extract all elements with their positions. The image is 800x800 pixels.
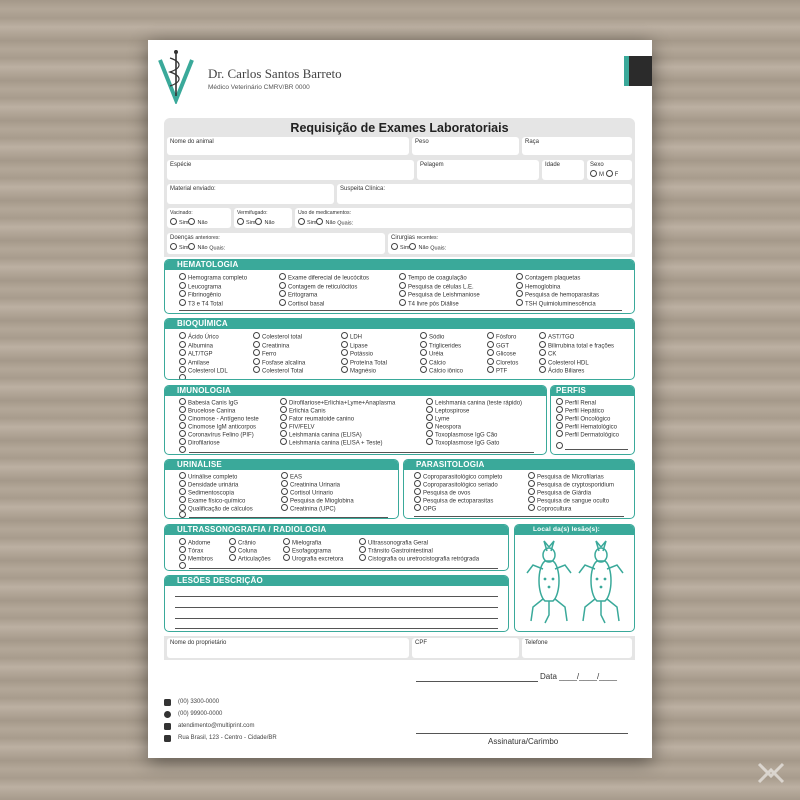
email-icon [164, 723, 171, 730]
biochemistry-option[interactable]: Cálcio iônico [420, 366, 463, 376]
biochemistry-option[interactable]: Ácido Biliares [539, 366, 584, 376]
biochemistry-option[interactable]: Sódio [420, 332, 444, 342]
vaccinated-no-radio[interactable]: Não [188, 220, 207, 226]
hematology-option[interactable]: Eritograma [279, 290, 317, 300]
urinalysis-option[interactable]: Creatinina (UPC) [281, 504, 336, 514]
urinalysis-option[interactable]: Densidade urinária [179, 480, 238, 490]
doctor-name: Dr. Carlos Santos Barreto [208, 66, 342, 81]
profiles-title: PERFIS [551, 386, 634, 396]
biochemistry-option[interactable]: Colesterol total [253, 332, 302, 342]
urinalysis-section [164, 459, 399, 519]
date-line [416, 681, 538, 682]
surgeries-no-radio[interactable]: Não [409, 245, 428, 251]
coat-field[interactable]: Pelagem [417, 160, 539, 180]
corner-tab [624, 56, 652, 86]
biochemistry-option[interactable]: Triglicerides [420, 341, 461, 351]
signature-label[interactable]: Assinatura/Carimbo [488, 737, 559, 746]
species-field[interactable]: Espécie [167, 160, 414, 180]
parasitology-option[interactable]: Pesquisa de cryptosporidium [528, 480, 614, 490]
urinalysis-option[interactable]: Urinálise completo [179, 472, 237, 482]
imaging-option[interactable]: Abdome [179, 538, 210, 548]
biochemistry-option[interactable]: AST/TGO [539, 332, 574, 342]
imaging-option[interactable]: Trânsito Gastrointestinal [359, 546, 433, 556]
urinalysis-option[interactable]: EAS [281, 472, 302, 482]
imaging-option[interactable]: Urografia excretora [283, 554, 343, 564]
footer-phone-1: (00) 3300-0000 [178, 699, 220, 705]
hematology-option[interactable]: Exame diferecial de leucócitos [279, 273, 369, 283]
biochemistry-option[interactable]: Amilase [179, 358, 209, 368]
biochemistry-option[interactable]: Creatinina [253, 341, 289, 351]
imaging-option[interactable]: Membros [179, 554, 213, 564]
immunology-option[interactable]: Cinomose - Antígeno teste [179, 414, 259, 424]
biochemistry-option[interactable]: Uréia [420, 349, 443, 359]
lesions-title: LESÕES DESCRIÇÃO [165, 576, 508, 586]
urinalysis-option[interactable]: Exame físico-químico [179, 496, 245, 506]
immunology-title: IMUNOLOGIA [165, 386, 546, 396]
biochemistry-option[interactable]: Proteína Total [341, 358, 387, 368]
imaging-option[interactable]: Ultrassonografia Geral [359, 538, 428, 548]
lesion-location-title: Local da(s) lesão(s): [515, 525, 634, 535]
hematology-option[interactable]: T4 livre pós Diálise [399, 299, 459, 309]
parasitology-option[interactable]: Pesquisa de Microfilarias [528, 472, 604, 482]
immunology-section [164, 385, 547, 455]
immunology-option[interactable]: Toxoplasmose IgG Gato [426, 438, 499, 448]
biochemistry-option[interactable]: Colesterol HDL [539, 358, 589, 368]
biochemistry-option[interactable]: Fósforo [487, 332, 516, 342]
footer-email: atendimento@multiprint.com [178, 723, 255, 729]
parasitology-option[interactable]: Pesquisa de ectoparasitas [414, 496, 493, 506]
hematology-option[interactable]: Hemograma completo [179, 273, 247, 283]
immunology-option[interactable]: Cinomose IgM anticorpos [179, 422, 256, 432]
immunology-option[interactable]: Leptospirose [426, 406, 469, 416]
imaging-option[interactable]: Mielografia [283, 538, 321, 548]
parasitology-title: PARASITOLOGIA [404, 460, 634, 470]
urinalysis-option[interactable]: Qualificação de cálculos [179, 504, 253, 514]
immunology-option[interactable]: Coronavírus Felino (PIF) [179, 430, 254, 440]
biochemistry-option[interactable]: Colesterol LDL [179, 366, 228, 376]
immunology-option[interactable]: Neospora [426, 422, 461, 432]
date-label[interactable]: Data ____/____/____ [540, 672, 617, 681]
biochemistry-option[interactable]: Glicose [487, 349, 516, 359]
parasitology-option[interactable]: Coprocultura [528, 504, 571, 514]
phone-field[interactable]: Telefone [522, 638, 632, 658]
diseases-yes-radio[interactable]: Sim [170, 245, 188, 251]
weight-field[interactable]: Peso [412, 137, 519, 155]
imaging-option[interactable]: Articulações [229, 554, 271, 564]
hematology-option[interactable]: Pesquisa de hemoparasitas [516, 290, 599, 300]
dewormed-yes-radio[interactable]: Sim [237, 220, 255, 226]
hematology-section [164, 259, 635, 314]
biochemistry-option[interactable]: Albumina [179, 341, 213, 351]
urinalysis-option[interactable]: Sedimentoscopia [179, 488, 234, 498]
imaging-section [164, 524, 509, 571]
urinalysis-option[interactable]: Creatinina Urinaria [281, 480, 340, 490]
caduceus-logo-icon [158, 48, 194, 104]
imaging-title: ULTRASSONOGRAFIA / RADIOLOGIA [165, 525, 508, 535]
immunology-option[interactable]: Erlichia Canis [280, 406, 326, 416]
biochemistry-option[interactable]: LDH [341, 332, 362, 342]
animal-diagram-icon[interactable] [519, 539, 631, 629]
parasitology-option[interactable]: Pesquisa de sangue oculto [528, 496, 609, 506]
immunology-option[interactable]: Dirofilariose [179, 438, 220, 448]
lesions-description-section [164, 575, 509, 632]
sex-f-radio[interactable]: F [606, 172, 619, 178]
biochemistry-option[interactable]: Cloretos [487, 358, 518, 368]
hematology-option[interactable]: Pesquisa de Leishmaniose [399, 290, 480, 300]
biochemistry-option[interactable]: Fosfase alcalina [253, 358, 305, 368]
form-sheet [148, 40, 652, 758]
immunology-option[interactable]: Lyme [426, 414, 449, 424]
parasitology-option[interactable]: Pesquisa de Giárdia [528, 488, 591, 498]
profile-option[interactable]: Perfil Oncológico [556, 414, 610, 424]
whatsapp-icon [164, 711, 171, 718]
recent-surgeries-field: Cirurgias recentes: Sim Não Quais: [388, 233, 632, 254]
vaccinated-yes-radio[interactable]: Sim [170, 220, 188, 226]
profile-option[interactable]: Perfil Dermatológico [556, 430, 619, 440]
hematology-option[interactable]: T3 e T4 Total [179, 299, 223, 309]
watermark-icon [756, 758, 786, 788]
biochemistry-option[interactable]: Magnésio [341, 366, 376, 376]
footer-phone-2: (00) 99900-0000 [178, 711, 223, 717]
diseases-no-radio[interactable]: Não [188, 245, 207, 251]
biochemistry-option[interactable]: Colesterol Total [253, 366, 303, 376]
biochemistry-option[interactable]: Lipase [341, 341, 368, 351]
biochemistry-option[interactable]: ALT/TGP [179, 349, 213, 359]
sex-field[interactable]: Sexo M F [587, 160, 632, 180]
breed-field[interactable]: Raça [522, 137, 632, 155]
suspicion-field[interactable]: Suspeita Clínica: [337, 184, 632, 204]
immunology-option[interactable]: Babesia Canis IgG [179, 398, 238, 408]
hematology-option[interactable]: Leucograma [179, 282, 221, 292]
hematology-option[interactable]: Pesquisa de células L.E. [399, 282, 474, 292]
biochemistry-option[interactable]: GGT [487, 341, 509, 351]
biochemistry-option[interactable]: Cálcio [420, 358, 446, 368]
medication-field: Uso de medicamentos: Sim Não Quais: [295, 208, 632, 228]
imaging-option[interactable]: Esofagograma [283, 546, 331, 556]
immunology-option[interactable]: FIV/FELV [280, 422, 315, 432]
hematology-title: HEMATOLOGIA [165, 260, 634, 270]
lesion-location-section [514, 524, 635, 632]
urinalysis-option[interactable]: Cortisol Urinario [281, 488, 333, 498]
doctor-registration: Médico Veterinário CMRV/BR 0000 [208, 84, 310, 91]
biochemistry-section [164, 318, 635, 380]
parasitology-section [403, 459, 635, 519]
profiles-section [550, 385, 635, 455]
cpf-field[interactable]: CPF [412, 638, 519, 658]
immunology-option[interactable]: Toxoplasmose IgG Cão [426, 430, 497, 440]
parasitology-option[interactable]: Pesquisa de ovos [414, 488, 470, 498]
biochemistry-option[interactable]: Ácido Úrico [179, 332, 219, 342]
immunology-option[interactable]: Leishmania canina (teste rápido) [426, 398, 522, 408]
vaccinated-field: Vacinado: Sim Não [167, 208, 231, 228]
biochemistry-option[interactable]: Potássio [341, 349, 373, 359]
hematology-option[interactable]: Contagem de reticulócitos [279, 282, 357, 292]
immunology-option[interactable]: Fator reumatoide canino [280, 414, 354, 424]
hematology-option[interactable]: Tempo de coagulação [399, 273, 467, 283]
location-icon [164, 735, 171, 742]
surgeries-yes-radio[interactable]: Sim [391, 245, 409, 251]
imaging-option[interactable]: Coluna [229, 546, 257, 556]
immunology-option[interactable]: Leishmania canina (ELISA) [280, 430, 362, 440]
sex-m-radio[interactable]: M [590, 172, 604, 178]
previous-diseases-field: Doenças anteriores: Sim Não Quais: [167, 233, 385, 254]
hematology-option[interactable]: Fibrinogênio [179, 290, 221, 300]
medication-no-radio[interactable]: Não [316, 220, 335, 226]
hematology-option[interactable]: Cortisol basal [279, 299, 324, 309]
signature-line [416, 733, 628, 734]
immunology-option[interactable]: Brucelose Canina [179, 406, 235, 416]
profile-option[interactable]: Perfil Renal [556, 398, 596, 408]
phone-icon [164, 699, 171, 706]
urinalysis-title: URINÁLISE [165, 460, 398, 470]
dewormed-field: Vermifugado: Sim Não [234, 208, 292, 228]
biochemistry-title: BIOQUÍMICA [165, 319, 634, 329]
biochemistry-option[interactable]: Bilirrubina total e frações [539, 341, 614, 351]
age-field[interactable]: Idade [542, 160, 584, 180]
hematology-option[interactable]: TSH Quimioluminescência [516, 299, 596, 309]
dewormed-no-radio[interactable]: Não [255, 220, 274, 226]
parasitology-option[interactable]: Coproparasitológico completo [414, 472, 502, 482]
parasitology-option[interactable]: OPG [414, 504, 436, 514]
profile-option[interactable]: Perfil Hematológico [556, 422, 617, 432]
hematology-option[interactable]: Hemoglobina [516, 282, 560, 292]
imaging-option[interactable]: Tórax [179, 546, 203, 556]
immunology-option[interactable]: Leishmania canina (ELISA + Teste) [280, 438, 382, 448]
imaging-option[interactable]: Cistografia ou uretrocistografia retrógrada [359, 554, 479, 564]
imaging-option[interactable]: Crânio [229, 538, 256, 548]
hematology-option[interactable]: Contagem plaquetas [516, 273, 580, 283]
urinalysis-option[interactable]: Pesquisa de Mioglobina [281, 496, 354, 506]
owner-name-field[interactable]: Nome do proprietário [167, 638, 409, 658]
biochemistry-option[interactable]: PTF [487, 366, 507, 376]
parasitology-option[interactable]: Coproparasitológico seriado [414, 480, 498, 490]
footer-address: Rua Brasil, 123 - Centro - Cidade/BR [178, 735, 277, 741]
profile-option[interactable]: Perfil Hepático [556, 406, 604, 416]
immunology-option[interactable]: Dirofilariose+Erlichia+Lyme+Anaplasma [280, 398, 395, 408]
biochemistry-option[interactable]: CK [539, 349, 556, 359]
medication-yes-radio[interactable]: Sim [298, 220, 316, 226]
animal-name-field[interactable]: Nome do animal [167, 137, 409, 155]
material-field[interactable]: Material enviado: [167, 184, 334, 204]
form-title: Requisição de Exames Laboratoriais [164, 118, 635, 138]
biochemistry-option[interactable]: Ferro [253, 349, 276, 359]
